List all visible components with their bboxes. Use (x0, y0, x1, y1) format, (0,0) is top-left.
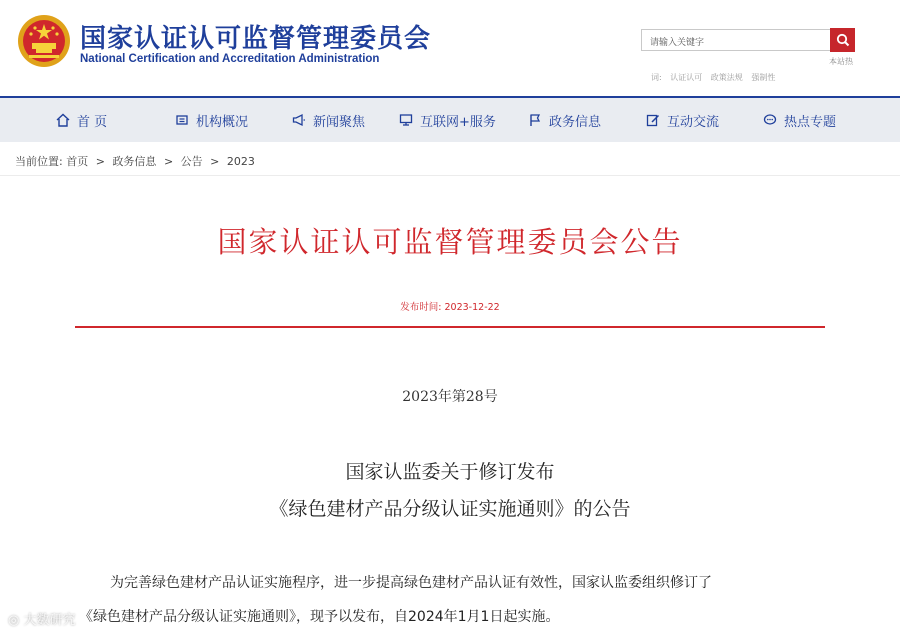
flag-icon (528, 113, 542, 127)
nav-item-about[interactable] (175, 98, 248, 142)
nav-item-home[interactable] (56, 98, 107, 142)
nav-item-gov-info[interactable] (528, 98, 601, 142)
hotword-link[interactable]: 强制性 (751, 73, 776, 82)
site-search-label[interactable]: 本站热 (829, 57, 853, 66)
article-subtitle-line-2: 《绿色建材产品分级认证实施通则》的公告 (269, 498, 631, 520)
watermark (8, 609, 76, 628)
article-subtitle-line-1: 国家认监委关于修订发布 (345, 461, 555, 483)
site-title-cn[interactable]: 国家认证认可监督管理委员会 (80, 24, 432, 54)
watermark-text: 大数研究 (23, 613, 76, 628)
site-header (0, 0, 900, 96)
search-button[interactable] (830, 28, 855, 52)
article-paragraph: 《绿色建材产品分级认证实施通则》，现予以发布，自2024年1月1日起实施。 (79, 609, 560, 625)
nav-label: 政务信息 (549, 114, 602, 130)
breadcrumb-item-gov-info[interactable]: 政务信息 (112, 155, 157, 168)
nav-item-internet-service[interactable] (399, 98, 496, 142)
breadcrumb-divider (0, 175, 900, 176)
edit-icon (646, 113, 660, 127)
hotwords-label: 词: (651, 73, 662, 82)
breadcrumb-prefix: 当前位置: (15, 155, 63, 168)
hotword-link[interactable]: 认证认可 (670, 73, 703, 82)
megaphone-icon (292, 113, 306, 127)
nav-item-news[interactable] (292, 98, 365, 142)
national-emblem-icon (17, 14, 71, 68)
search-icon (836, 33, 850, 47)
breadcrumb-item-year[interactable]: 2023 (226, 155, 255, 168)
search-input[interactable]: 请输入关键字 (641, 29, 831, 51)
nav-label: 机构概况 (196, 114, 249, 130)
breadcrumb-item-notice[interactable]: 公告 (180, 155, 203, 168)
building-icon (175, 113, 189, 127)
document-number: 2023年第28号 (402, 389, 498, 405)
watermark-logo-icon: ◎ (8, 613, 24, 628)
chat-icon (763, 113, 777, 127)
hotwords (651, 72, 781, 83)
nav-label: 互动交流 (667, 114, 720, 130)
breadcrumb-separator: > (210, 155, 220, 168)
publish-date-label: 发布时间: (400, 302, 442, 313)
nav-label: 首 页 (77, 114, 108, 130)
publish-date-value: 2023-12-22 (444, 302, 500, 313)
home-icon (56, 113, 70, 127)
hotword-link[interactable]: 政策法规 (710, 73, 743, 82)
article-paragraph: 为完善绿色建材产品认证实施程序，进一步提高绿色建材产品认证有效性，国家认监委组织修订了 (110, 575, 712, 591)
nav-item-hot-topics[interactable] (763, 98, 836, 142)
breadcrumb-separator: > (95, 155, 105, 168)
nav-item-interaction[interactable] (646, 98, 719, 142)
monitor-icon (399, 113, 413, 127)
nav-label: 互联网+服务 (420, 114, 496, 130)
breadcrumb-separator: > (163, 155, 174, 168)
publish-date (0, 299, 900, 313)
main-nav (0, 96, 900, 142)
breadcrumb-item-home[interactable]: 首页 (66, 155, 89, 168)
nav-label: 热点专题 (784, 114, 837, 130)
title-divider (75, 326, 825, 328)
breadcrumb (15, 153, 255, 169)
page-title: 国家认证认可监督管理委员会公告 (217, 225, 683, 259)
site-title-en: National Certification and Accreditation Administration (80, 53, 380, 65)
nav-label: 新闻聚焦 (313, 114, 366, 130)
